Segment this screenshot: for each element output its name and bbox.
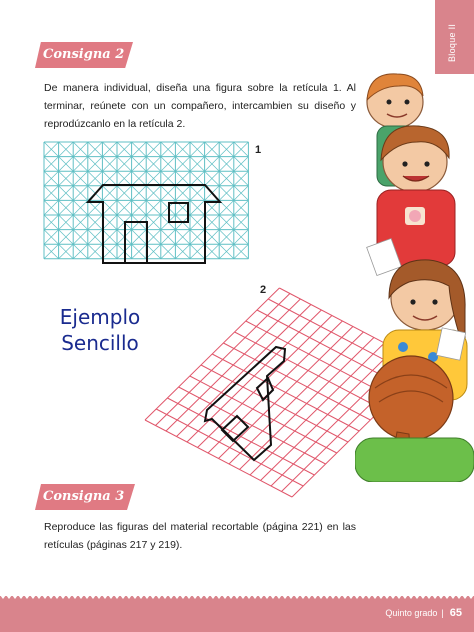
- grid-2-line: [219, 327, 353, 459]
- grid-1-house-window: [169, 203, 188, 222]
- grid-2-line: [177, 305, 311, 437]
- consigna-3-instructions: Reproduce las figuras del material recortable (página 221) en las retículas (páginas 217 y 219).: [44, 521, 356, 551]
- grid-1-square-lattice[interactable]: [44, 142, 249, 264]
- grid-2-line: [240, 338, 374, 470]
- consigna-2-instructions: De manera individual, diseña una figura sobre la retícula 1. Al terminar, reúnete con un compañero, intercambien su diseño y reprodúzcanlo en la retícula 2.: [44, 82, 356, 130]
- children-illustration: [355, 62, 474, 482]
- footer-zigzag-edge: [0, 595, 474, 601]
- grid-2-line: [208, 321, 342, 453]
- handwritten-note-line-2: Sencillo: [61, 331, 139, 355]
- grid-2-rhombus-lattice[interactable]: [145, 290, 355, 500]
- consigna-3-title: Consigna 3: [43, 489, 125, 504]
- grid-2-line: [156, 294, 290, 426]
- grid-2-line: [229, 332, 363, 464]
- consigna-2-title: Consigna 2: [43, 47, 125, 62]
- grid-2-label: 2: [260, 284, 267, 296]
- footer-text: [385, 607, 462, 619]
- grid-2-line: [145, 288, 279, 420]
- consigna-3-banner: [35, 484, 135, 510]
- grid-1-house-door: [125, 222, 147, 263]
- block-tab-label: Bloque II: [447, 23, 457, 62]
- footer-divider: |: [441, 608, 444, 618]
- consigna-2-banner: [35, 42, 133, 68]
- footer-grade: Quinto grado: [385, 608, 438, 618]
- grid-2-house-drawing: [205, 347, 285, 460]
- handwritten-note-line-1: Ejemplo: [59, 305, 141, 329]
- grid-2-line: [187, 310, 321, 442]
- grid-1-label: 1: [255, 144, 262, 156]
- page-number: 65: [449, 607, 462, 619]
- handwritten-note: [52, 304, 148, 356]
- grid-2-house-window: [257, 378, 273, 400]
